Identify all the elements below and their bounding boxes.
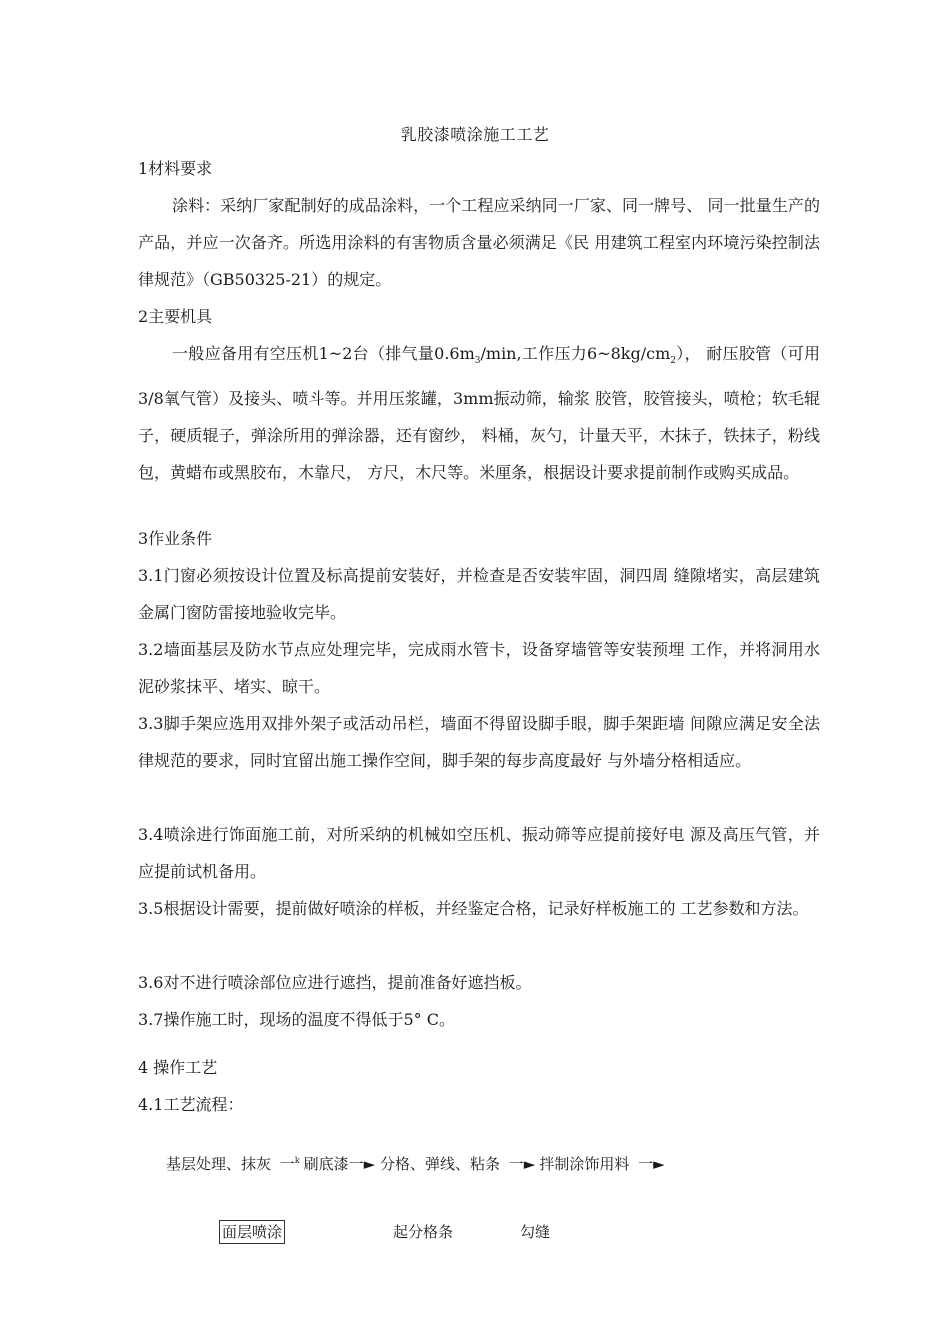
flow-step-top-coat-spray: 面层喷涂 bbox=[219, 1220, 285, 1244]
paragraph-3-3: 3.3脚手架应选用双排外架子或活动吊栏，墙面不得留设脚手眼，脚手架距墙 间隙应满足安全法律规范的要求，同时宜留出施工操作空间，脚手架的每步高度最好 与外墙分格相适应。 bbox=[138, 714, 820, 770]
flow-step-base-treatment: 基层处理、抹灰 bbox=[166, 1155, 272, 1173]
process-flow-row bbox=[166, 1153, 669, 1174]
section-heading-process: 4 操作工艺 bbox=[138, 1058, 218, 1077]
flow-step-primer: 刷底漆一► bbox=[303, 1155, 376, 1173]
flow-step-grid-line: 分格、弹线、粘条 bbox=[380, 1155, 501, 1173]
flow-arrow-1: 一k bbox=[279, 1155, 300, 1173]
tools-text-b: /min,工作压力6~8kg/cm bbox=[480, 344, 671, 363]
tools-sub-3: 3 bbox=[474, 356, 481, 367]
paragraph-3-2: 3.2墙面基层及防水节点应处理完毕，完成雨水管卡，设备穿墙管等安装预埋 工作，并将洞用水泥砂浆抹平、堵实、晾干。 bbox=[138, 640, 820, 696]
document-title: 乳胶漆喷涂施工工艺 bbox=[400, 125, 550, 144]
paragraph-3-6: 3.6对不进行喷涂部位应进行遮挡，提前准备好遮挡板。 bbox=[138, 973, 532, 992]
tools-text-a: 一般应备用有空压机1~2台（排气量0.6m bbox=[172, 344, 475, 363]
paragraph-3-5: 3.5根据设计需要，提前做好喷涂的样板，并经鉴定合格，记录好样板施工的 工艺参数和方法。 bbox=[138, 899, 809, 918]
flow-step-mix-coating: 拌制涂饰用料 bbox=[539, 1155, 630, 1173]
flow-arrow-4: 一► bbox=[638, 1155, 665, 1173]
paragraph-3-7: 3.7操作施工时，现场的温度不得低于5° C。 bbox=[138, 1010, 455, 1029]
paragraph-materials: 涂料：采纳厂家配制好的成品涂料，一个工程应采纳同一厂家、同一牌号、 同一批量生产的产品，并应一次备齐。所选用涂料的有害物质含量必须满足《民 用建筑工程室内环境污染控制法律规范》（GB50325-21）的规定。 bbox=[138, 196, 820, 289]
section-heading-tools: 2主要机具 bbox=[138, 307, 213, 326]
flow-arrow-3: 一► bbox=[508, 1155, 536, 1173]
section-heading-conditions: 3作业条件 bbox=[138, 529, 213, 548]
paragraph-3-4: 3.4喷涂进行饰面施工前，对所采纳的机械如空压机、振动筛等应提前接好电 源及高压气管，并应提前试机备用。 bbox=[138, 825, 820, 881]
tools-sub-2: 2 bbox=[670, 356, 676, 367]
paragraph-tools bbox=[138, 335, 820, 491]
section-heading-materials: 1材料要求 bbox=[138, 159, 213, 178]
paragraph-3-1: 3.1门窗必须按设计位置及标高提前安装好，并检查是否安装牢固，洞四周 缝隙堵实，高层建筑金属门窗防雷接地验收完毕。 bbox=[138, 566, 820, 622]
flow-step-pointing: 勾缝 bbox=[520, 1223, 551, 1241]
tools-text-c: ）， 耐压胶管（可用3/8氧气管）及接头、喷斗等。并用压浆罐，3mm振动筛，输浆 胶管，胶管接头，喷枪；软毛辊子，硬质辊子，弹涂所用的弹涂器，还有窗纱， 料桶，灰勺，计量天平，木抹子，铁抹子，粉线包，黄蜡布或黑胶布，木靠尺， 方尺，木尺等。米厘条，根据设计要求提前制作或购买成品。 bbox=[138, 344, 820, 483]
flow-step-remove-strips: 起分格条 bbox=[393, 1223, 454, 1241]
subsection-heading-flow: 4.1工艺流程： bbox=[138, 1095, 244, 1114]
